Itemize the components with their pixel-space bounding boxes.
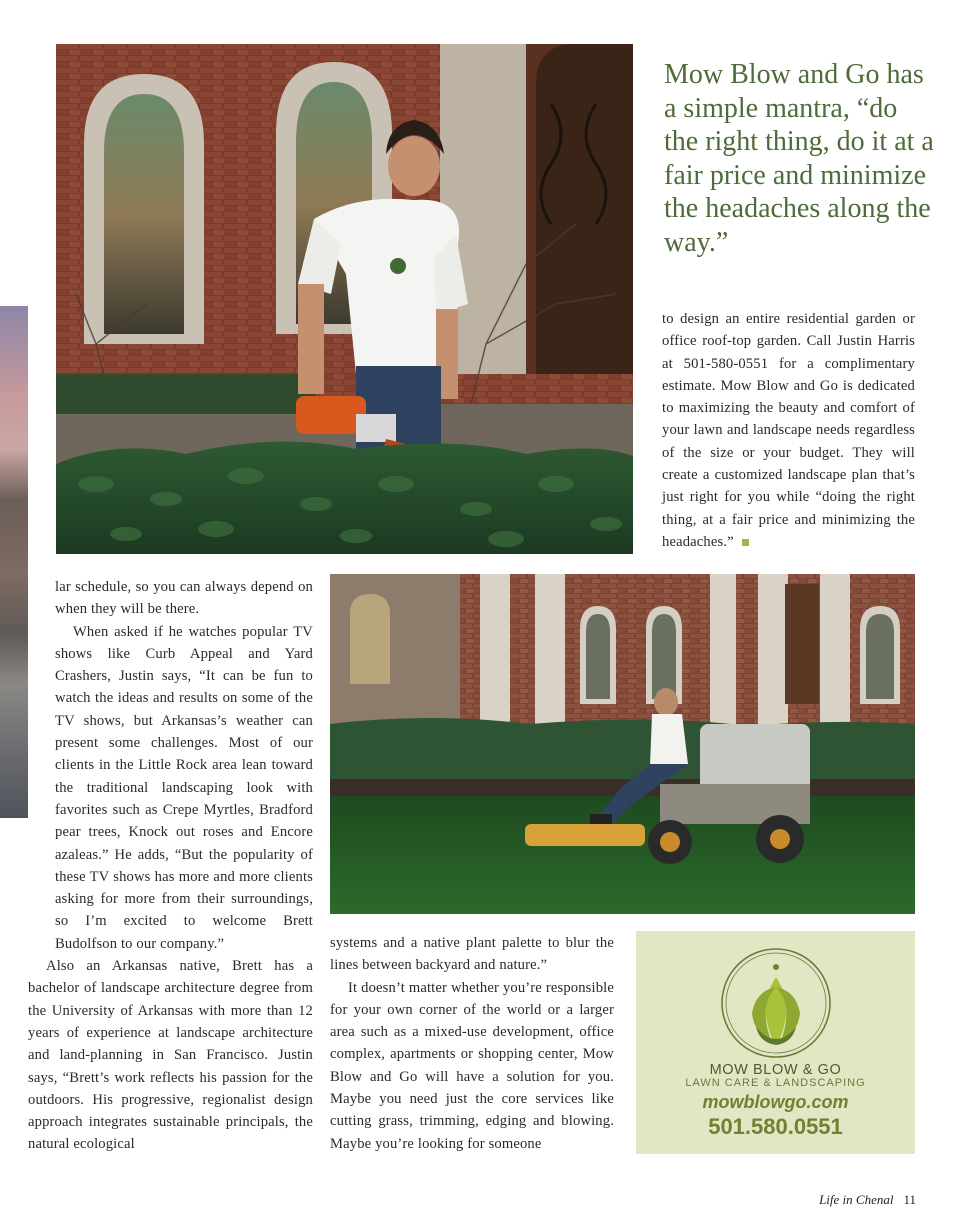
right-column-text — [662, 308, 915, 553]
middle-column-text — [330, 932, 614, 1155]
phone-number: 501.580.0551 — [708, 1114, 843, 1139]
paragraph: Also an Arkansas native, Brett has a bachelor of landscape architecture degree from the University of Arkansas with more than 12 years of experience at landscape architecture and land-planning in San Francisco. Justin says, “Brett’s work reflects his passion for the outdoors. His progressive, regionalist design approach integrates sustainable principals, the natural ecological — [28, 958, 313, 1153]
page-number: 11 — [903, 1192, 916, 1207]
paragraph: When asked if he watches popular TV shows like Curb Appeal and Yard Crashers, Justin says, “It can be fun to watch the ideas and results on some of the TV shows, but Arkansas’s weather can present some challenges. Most of our clients in the Little Rock area lean toward the traditional landscaping look with favorites such as Crepe Myrtles, Bradford pear trees, Knock out roses and Encore azaleas.” He adds, “But the popularity of these TV shows has more and more clients asking for more from their surroundings, so I’m excited to welcome Brett Budolfson to our company.” — [55, 623, 313, 952]
photo-man-on-mower — [330, 574, 915, 914]
paragraph: It doesn’t matter whether you’re responsible for your own corner of the world or a larger area such as a mixed-use development, office complex, apartments or shopping center, Mow Blow and Go will have a solution for you. Maybe you need just the core services like cutting grass, trimming, edging and blowing. Maybe you’re looking for someone — [330, 979, 614, 1152]
end-of-article-mark — [742, 539, 749, 546]
paragraph-text: to design an entire residential garden or office roof-top garden. Call Justin Harris at 501-580-0551 for a complimentary estimate. Mow Blow and Go is dedicated to maximizing the beauty and comfort of your lawn and landscape needs regardless of the size or your budget. They will create a customized landscape plan that’s just right for you while “doing the right thing, at a fair price and minimizing the headaches.” — [662, 311, 915, 550]
publication-name: Life in Chenal — [819, 1192, 894, 1207]
company-tagline: LAWN CARE & LANDSCAPING — [685, 1077, 866, 1089]
advertisement-box — [636, 931, 915, 1154]
paragraph — [662, 308, 915, 553]
left-column-text — [28, 576, 313, 1156]
previous-page-image-sliver — [0, 306, 28, 818]
website-link[interactable]: mowblowgo.com — [702, 1092, 849, 1112]
paragraph: lar schedule, so you can always depend on when they will be there. — [55, 579, 313, 618]
pull-quote: Mow Blow and Go has a simple mantra, “do the right thing, do it at a fair price and minimize the headaches along the way.” — [664, 59, 934, 258]
photo-man-trimming-hedge — [56, 44, 633, 554]
mow-blow-go-logo-icon — [720, 947, 832, 1059]
company-name: MOW BLOW & GO — [709, 1062, 842, 1078]
paragraph: systems and a native plant palette to blur the lines between backyard and nature.” — [330, 935, 614, 974]
page-footer — [819, 1192, 916, 1208]
